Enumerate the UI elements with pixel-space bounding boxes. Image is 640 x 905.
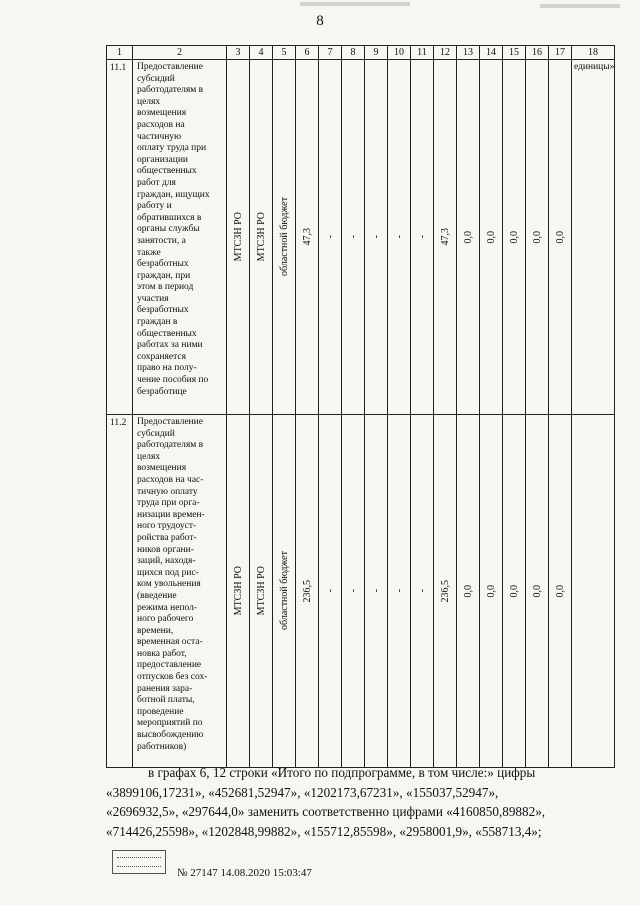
- column-number-row: [107, 46, 615, 60]
- table-row: [107, 415, 615, 768]
- description-line: безработных: [137, 259, 189, 270]
- total-cell: [296, 60, 319, 415]
- description-line: Предоставление: [137, 62, 203, 72]
- funding-source-cell: [273, 60, 296, 415]
- description-line: ройства работ-: [137, 532, 197, 543]
- value-text: 0,0: [508, 230, 520, 244]
- value-cell: [549, 60, 572, 415]
- row-description: [133, 415, 227, 768]
- value-text: 47,3: [439, 228, 451, 246]
- total-cell: [296, 415, 319, 768]
- executor-cell: [227, 60, 250, 415]
- value-text: 0,0: [508, 584, 520, 598]
- description-line: ного рабочего: [137, 614, 194, 625]
- value-text: 0,0: [554, 584, 566, 598]
- value-cell: [434, 415, 457, 768]
- description-line: работников): [137, 741, 187, 752]
- scan-artifact: [300, 2, 410, 6]
- value-cell: [503, 415, 526, 768]
- value-cell: [342, 415, 365, 768]
- row-number: 11.1: [107, 60, 133, 415]
- value-cell: [319, 415, 342, 768]
- description-line: граждан, при: [137, 270, 191, 281]
- description-line: граждан в: [137, 317, 178, 328]
- funding-source-text: областной бюджет: [278, 551, 290, 631]
- column-header: 13: [457, 46, 480, 60]
- table-row: [107, 60, 615, 415]
- value-cell: [319, 60, 342, 415]
- description-line: работ для: [137, 177, 176, 188]
- funding-source-text: областной бюджет: [278, 197, 290, 277]
- description-line: работодателям в: [137, 440, 204, 451]
- description-line: работах за ними: [137, 340, 203, 351]
- paragraph-line: в графах 6, 12 строки «Итого по подпрограмме, в том числе:» цифры: [148, 765, 536, 780]
- column-header: 2: [133, 46, 227, 60]
- description-line: ников органи-: [137, 544, 194, 555]
- description-line: обратившихся в: [137, 212, 202, 223]
- scan-artifact: [540, 4, 620, 8]
- value-cell: [457, 60, 480, 415]
- description-line: общественных: [137, 328, 197, 339]
- indicator-cell: единицы»: [572, 60, 615, 415]
- description-line: безработных: [137, 305, 189, 316]
- value-text: -: [347, 589, 359, 593]
- value-cell: [342, 60, 365, 415]
- description-line: режима непол-: [137, 602, 198, 613]
- value-cell: [480, 60, 503, 415]
- value-cell: [549, 415, 572, 768]
- registry-stamp: [112, 850, 166, 874]
- column-header: 7: [319, 46, 342, 60]
- description-line: работодателям в: [137, 85, 204, 96]
- co-executor-cell: [250, 415, 273, 768]
- paragraph-line: «3899106,17231», «452681,52947», «1202173,67231», «155037,52947»,: [106, 784, 499, 800]
- description-line: проведение: [137, 706, 184, 717]
- description-line: заций, находя-: [137, 556, 196, 567]
- description-line: субсидий: [137, 73, 175, 84]
- column-header: 18: [572, 46, 615, 60]
- executor-cell: [227, 415, 250, 768]
- value-cell: [480, 415, 503, 768]
- value-cell: [411, 415, 434, 768]
- executor-text: МТСЗН РО: [232, 212, 244, 262]
- column-header: 12: [434, 46, 457, 60]
- value-cell: [526, 415, 549, 768]
- column-header: 1: [107, 46, 133, 60]
- column-header: 10: [388, 46, 411, 60]
- description-line: безработице: [137, 386, 187, 397]
- description-line: занятости, а: [137, 235, 186, 246]
- row-number: 11.2: [107, 415, 133, 768]
- total-value: 236,5: [301, 579, 313, 603]
- description-line: работу и: [137, 201, 172, 212]
- row-description: [133, 60, 227, 415]
- description-line: общественных: [137, 166, 197, 177]
- description-line: этом в период: [137, 282, 194, 293]
- co-executor-cell: [250, 60, 273, 415]
- description-line: щихся под рис-: [137, 567, 199, 578]
- registration-footer: № 27147 14.08.2020 15:03:47: [177, 867, 312, 879]
- total-value: 47,3: [301, 228, 313, 246]
- description-line: органы службы: [137, 224, 200, 235]
- description-line: ком увольнения: [137, 579, 201, 590]
- value-text: 236,5: [439, 579, 451, 603]
- value-text: 0,0: [485, 584, 497, 598]
- description-line: участия: [137, 293, 169, 304]
- description-line: ного трудоуст-: [137, 521, 197, 532]
- description-line: (введение: [137, 590, 177, 601]
- description-line: новка работ,: [137, 648, 187, 659]
- value-cell: [526, 60, 549, 415]
- description-line: целях: [137, 451, 161, 462]
- description-line: времени,: [137, 625, 174, 636]
- value-text: -: [416, 235, 428, 239]
- description-line: предоставление: [137, 660, 202, 671]
- value-text: 0,0: [485, 230, 497, 244]
- indicator-cell: [572, 415, 615, 768]
- description-line: ранения зара-: [137, 683, 193, 694]
- description-line: организации: [137, 154, 189, 165]
- description-line: право на полу-: [137, 363, 197, 374]
- column-header: 9: [365, 46, 388, 60]
- program-table: [106, 45, 615, 768]
- value-text: -: [347, 235, 359, 239]
- description-line: расходов на: [137, 119, 185, 130]
- value-text: -: [370, 235, 382, 239]
- amendment-paragraph: [106, 763, 611, 841]
- value-cell: [434, 60, 457, 415]
- column-header: 14: [480, 46, 503, 60]
- paragraph-line: «714426,25598», «1202848,99882», «155712,85598», «2958001,9», «558713,4»;: [106, 823, 542, 839]
- co-executor-text: МТСЗН РО: [255, 566, 267, 616]
- description-line: чение пособия по: [137, 375, 209, 386]
- value-text: 0,0: [462, 230, 474, 244]
- description-line: граждан, ищущих: [137, 189, 210, 200]
- value-text: -: [393, 589, 405, 593]
- value-cell: [365, 415, 388, 768]
- value-cell: [411, 60, 434, 415]
- description-line: также: [137, 247, 161, 258]
- paragraph-line: «2696932,5», «297644,0» заменить соответственно цифрами «4160850,89882»,: [106, 804, 546, 819]
- column-header: 17: [549, 46, 572, 60]
- description-line: временная оста-: [137, 637, 203, 648]
- page-number: 8: [316, 13, 324, 29]
- stamp-pattern: [117, 857, 161, 867]
- description-line: ботной платы,: [137, 695, 195, 706]
- value-text: -: [393, 235, 405, 239]
- description-line: Предоставление: [137, 417, 203, 427]
- value-cell: [388, 415, 411, 768]
- description-line: возмещения: [137, 463, 187, 474]
- value-text: 0,0: [531, 584, 543, 598]
- description-line: высвобождению: [137, 730, 204, 741]
- co-executor-text: МТСЗН РО: [255, 212, 267, 262]
- column-header: 3: [227, 46, 250, 60]
- funding-source-cell: [273, 415, 296, 768]
- description-line: отпусков без сох-: [137, 672, 208, 683]
- column-header: 15: [503, 46, 526, 60]
- column-header: 4: [250, 46, 273, 60]
- description-line: частичную: [137, 131, 182, 142]
- column-header: 6: [296, 46, 319, 60]
- value-text: -: [324, 589, 336, 593]
- value-text: 0,0: [554, 230, 566, 244]
- value-text: -: [324, 235, 336, 239]
- description-line: возмещения: [137, 108, 187, 119]
- description-line: оплату труда при: [137, 143, 207, 154]
- description-line: сохраняется: [137, 351, 186, 362]
- value-text: 0,0: [462, 584, 474, 598]
- value-cell: [457, 415, 480, 768]
- column-header: 5: [273, 46, 296, 60]
- value-cell: [503, 60, 526, 415]
- value-text: -: [370, 589, 382, 593]
- executor-text: МТСЗН РО: [232, 566, 244, 616]
- column-header: 16: [526, 46, 549, 60]
- description-line: мероприятий по: [137, 718, 203, 729]
- value-text: 0,0: [531, 230, 543, 244]
- value-text: -: [416, 589, 428, 593]
- description-line: расходов на час-: [137, 474, 204, 485]
- description-line: низации времен-: [137, 509, 205, 520]
- description-line: целях: [137, 96, 161, 107]
- description-line: труда при орга-: [137, 498, 200, 509]
- column-header: 11: [411, 46, 434, 60]
- description-line: субсидий: [137, 428, 175, 439]
- value-cell: [365, 60, 388, 415]
- description-line: тичную оплату: [137, 486, 198, 497]
- value-cell: [388, 60, 411, 415]
- column-header: 8: [342, 46, 365, 60]
